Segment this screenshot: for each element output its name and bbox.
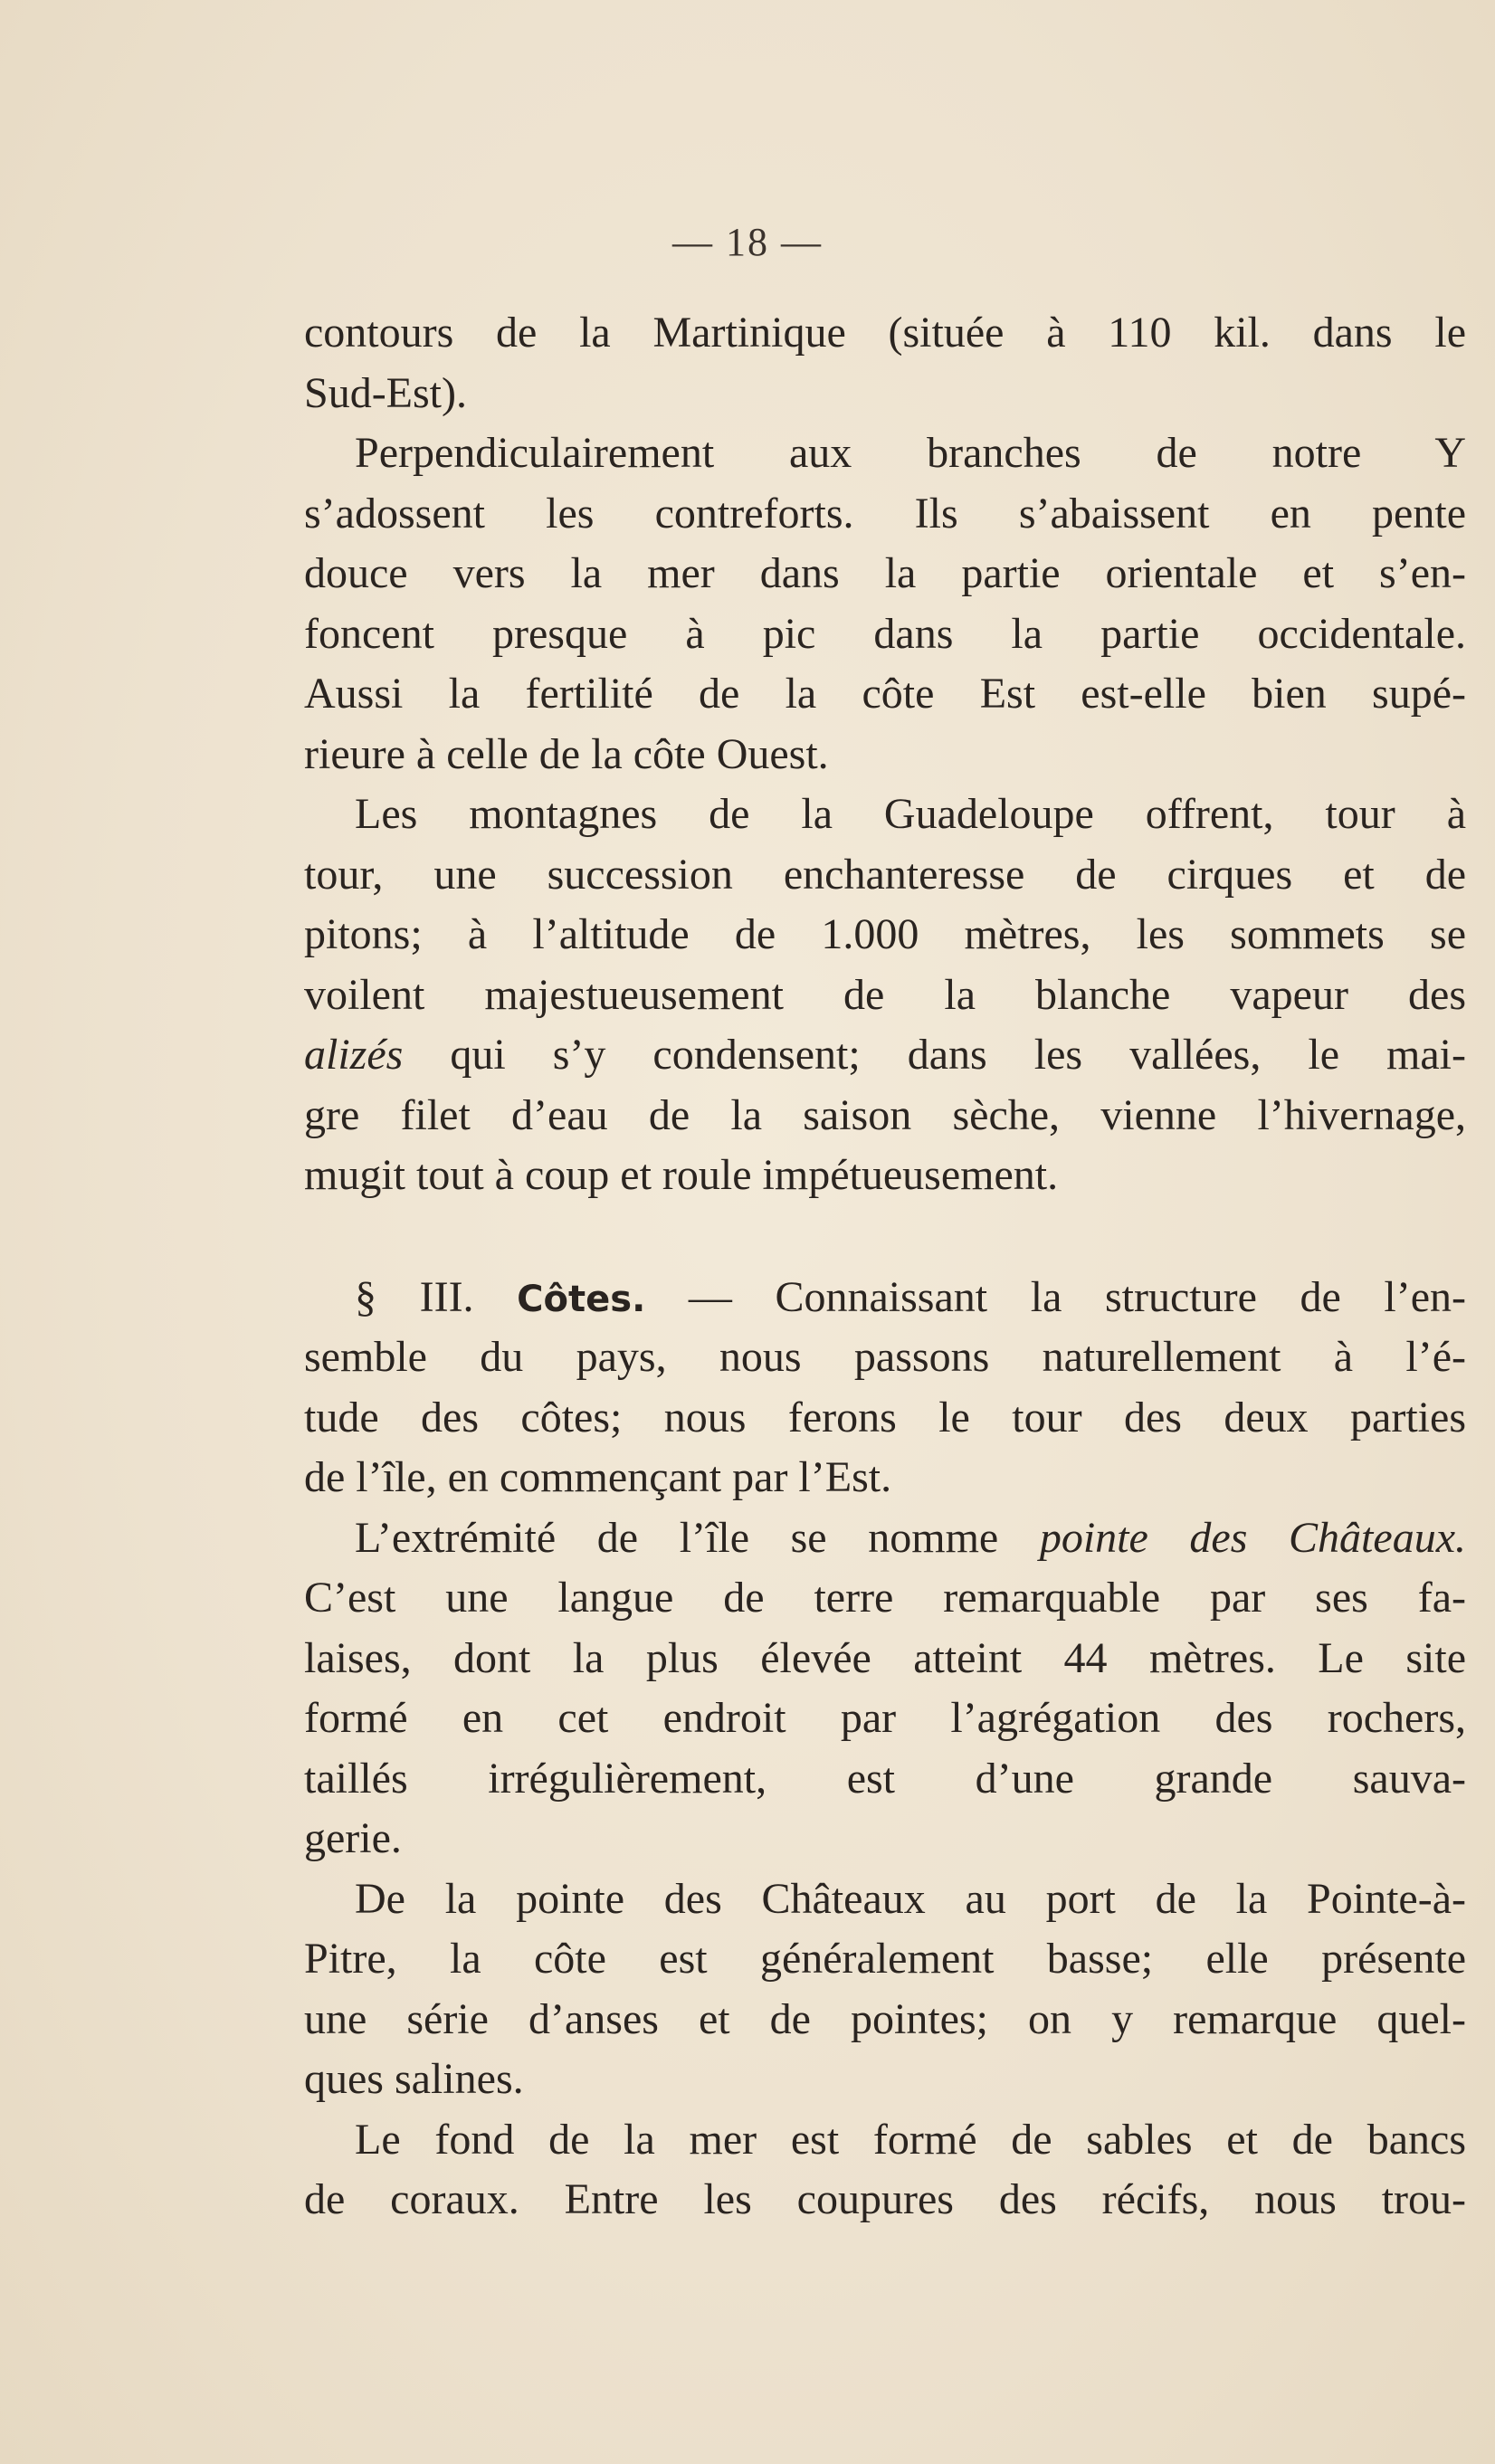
text-line: Le fond de la mer est formé de sables et de bancs (355, 2115, 1466, 2164)
text-line: Pitre, la côte est généralement basse; elle présente (304, 1935, 1466, 1983)
italic-term: alizés (304, 1031, 404, 1079)
text-line: contours de la Martinique (située à 110 kil. dans le (304, 309, 1466, 357)
text-line: Perpendiculairement aux branches de notre Y (355, 429, 1466, 477)
text-line: De la pointe des Châteaux au port de la Pointe-à- (355, 1874, 1466, 1923)
text-line: laises, dont la plus élevée atteint 44 mètres. Le site (304, 1633, 1466, 1682)
section-heading-line (304, 1268, 1466, 1328)
text-line: formé en cet endroit par l’agrégation des rochers, (304, 1694, 1466, 1742)
text-line: de coraux. Entre les coupures des récifs, nous trou- (304, 2175, 1466, 2223)
text-line: semble du pays, nous passons naturellement à l’é- (304, 1333, 1466, 1381)
text-line: gre filet d’eau de la saison sèche, vienne l’hivernage, (304, 1090, 1466, 1139)
text-line: Les montagnes de la Guadeloupe offrent, tour à (355, 790, 1466, 838)
text-line: rieure à celle de la côte Ouest. (304, 729, 829, 778)
text-line: de l’île, en commençant par l’Est. (304, 1453, 892, 1501)
italic-term: pointe des Châteaux. (1039, 1513, 1466, 1562)
text-line: C’est une langue de terre remarquable par ses fa- (304, 1574, 1466, 1622)
section-title: Côtes. (517, 1278, 646, 1320)
text-line: s’adossent les contreforts. Ils s’abaissent en pente (304, 489, 1466, 538)
text-line: Sud-Est). (304, 368, 467, 417)
text-line: tude des côtes; nous ferons le tour des deux parties (304, 1393, 1466, 1441)
text-run: — Connaissant la structure de l’en- (645, 1272, 1467, 1321)
text-line: pitons; à l’altitude de 1.000 mètres, les sommets se (304, 910, 1466, 958)
text-line (304, 1508, 1466, 1569)
text-line: tour, une succession enchanteresse de cirques et de (304, 850, 1466, 899)
text-line: voilent majestueusement de la blanche vapeur des (304, 970, 1466, 1019)
section-mark: § III. (355, 1272, 474, 1321)
text-line (304, 1025, 1466, 1086)
text-line: Aussi la fertilité de la côte Est est-elle bien supé- (304, 670, 1466, 718)
page-number: — 18 — (672, 220, 823, 264)
section-gap (304, 1206, 1466, 1268)
text-line: taillés irrégulièrement, est d’une grande sauva- (304, 1754, 1466, 1803)
text-line: mugit tout à coup et roule impétueusement. (304, 1151, 1059, 1199)
text-line: une série d’anses et de pointes; on y remarque quel- (304, 1994, 1466, 2043)
text-line: ques salines. (304, 2055, 524, 2103)
text-line: gerie. (304, 1814, 402, 1862)
text-line: douce vers la mer dans la partie orientale et s’en- (304, 549, 1466, 597)
text-run: qui s’y condensent; dans les vallées, le mai- (403, 1031, 1466, 1079)
text-line: foncent presque à pic dans la partie occidentale. (304, 609, 1466, 658)
text-run: L’extrémité de l’île se nomme (355, 1513, 1040, 1562)
body-text (304, 303, 1466, 2231)
